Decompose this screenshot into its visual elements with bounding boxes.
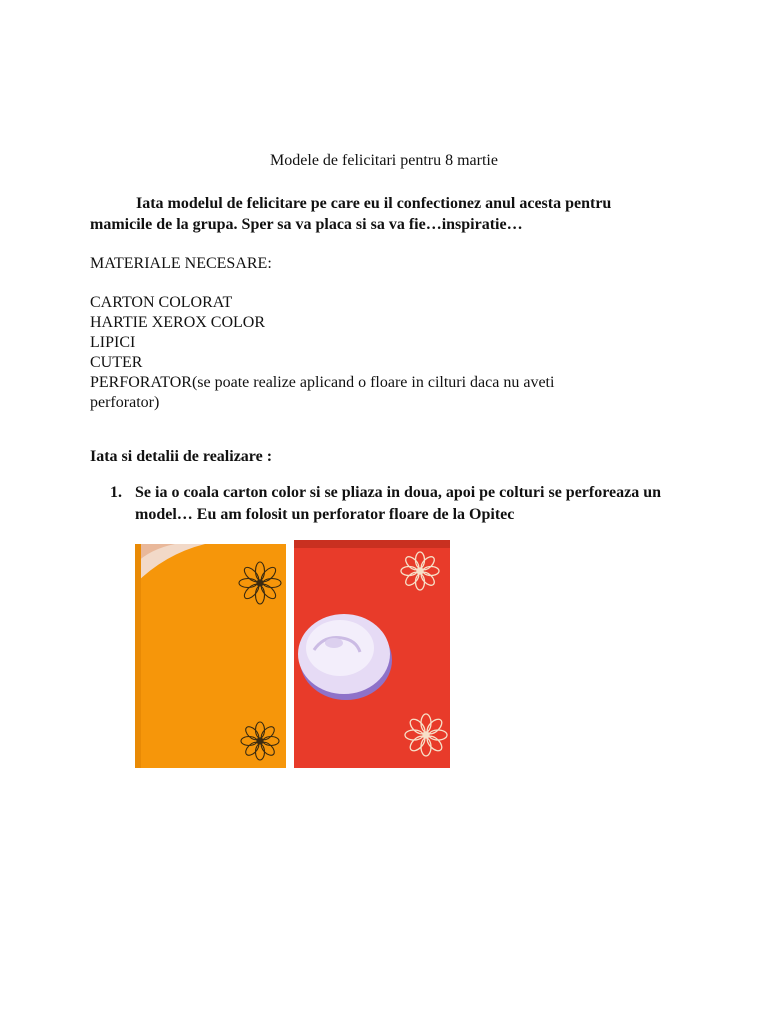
intro-paragraph xyxy=(90,193,650,235)
details-heading: Iata si detalii de realizare : xyxy=(90,448,273,465)
red-card-photo xyxy=(294,540,450,768)
orange-card-photo xyxy=(135,544,286,768)
materials-heading: MATERIALE NECESARE: xyxy=(90,255,272,272)
material-item: LIPICI xyxy=(90,334,136,351)
material-item: CUTER xyxy=(90,354,143,371)
red-card-illustration xyxy=(294,540,450,768)
material-item: HARTIE XEROX COLOR xyxy=(90,314,266,331)
document-title: Modele de felicitari pentru 8 martie xyxy=(270,152,498,169)
material-item: CARTON COLORAT xyxy=(90,294,233,311)
step-text: Se ia o coala carton color si se pliaza in doua, apoi pe colturi se perforeaza un model… Eu am folosit un perforator floare de la Opitec xyxy=(135,484,662,523)
orange-card-illustration xyxy=(135,544,286,768)
intro-text: Iata modelul de felicitare pe care eu il confectionez anul acesta pentru mamicile de la grupa. Sper sa va placa si sa va fie…inspiratie… xyxy=(90,195,612,233)
materials-list xyxy=(90,293,620,413)
material-item: PERFORATOR(se poate realize aplicand o floare in cilturi daca nu aveti perforator) xyxy=(90,374,555,411)
step-number: 1. xyxy=(110,484,122,501)
